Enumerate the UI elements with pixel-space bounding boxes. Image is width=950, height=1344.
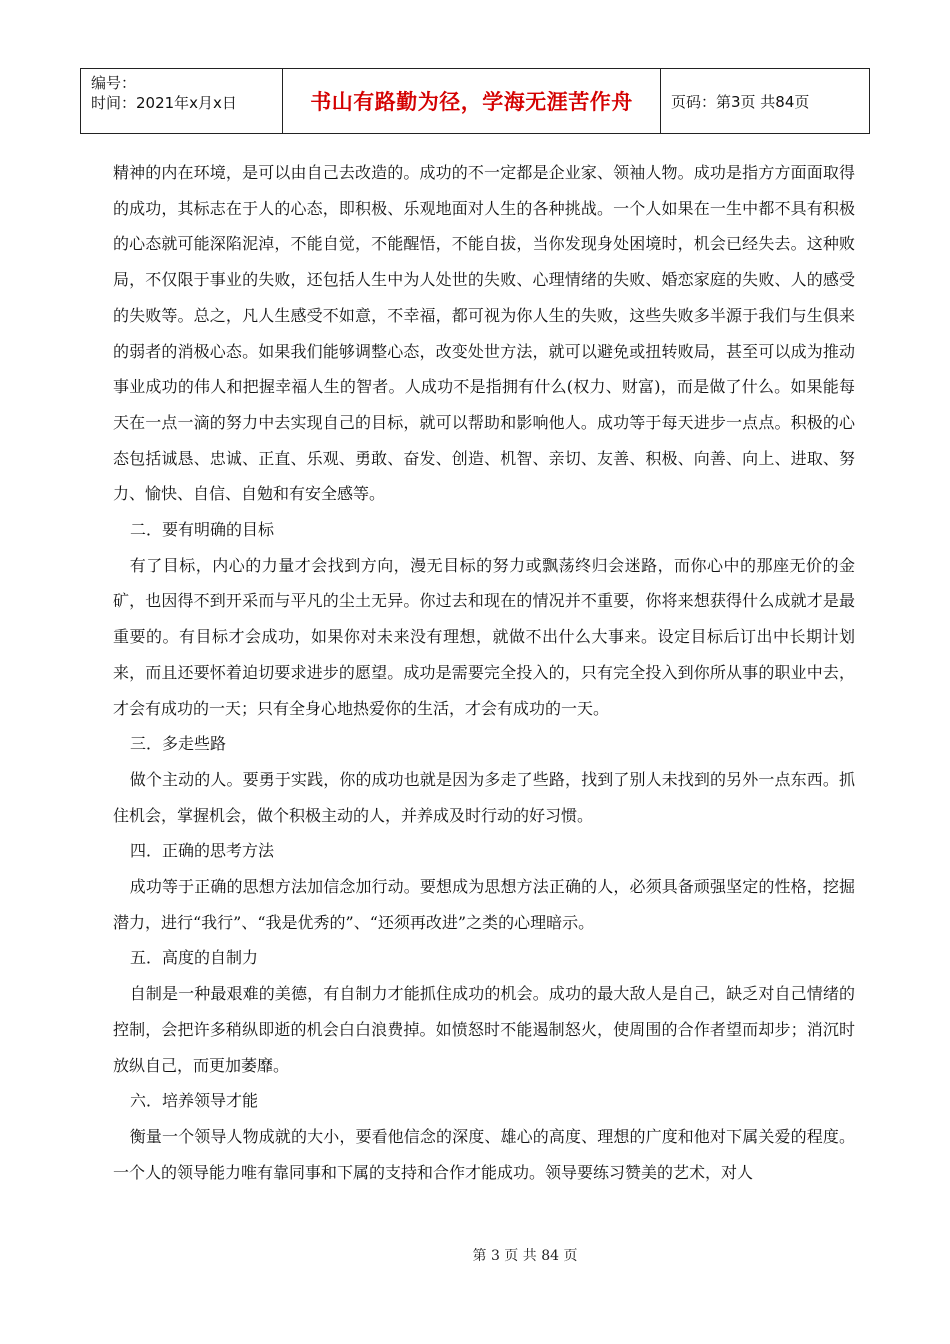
- paragraph-goals: 有了目标，内心的力量才会找到方向，漫无目标的努力或飘荡终归会迷路，而你心中的那座无价的金矿，也因得不到开采而与平凡的尘土无异。你过去和现在的情况并不重要，你将来想获得什么成就才是最重要的。有目标才会成功，如果你对未来没有理想，就做不出什么大事来。设定目标后订出中长期计划来，而且还要怀着迫切要求进步的愿望。成功是需要完全投入的，只有完全投入到你所从事的职业中去，才会有成功的一天；只有全身心地热爱你的生活，才会有成功的一天。: [113, 555, 855, 718]
- header-left-cell: [81, 69, 283, 133]
- section-heading-6: 六．培养领导才能: [130, 1091, 259, 1111]
- paragraph-thinking: 成功等于正确的思想方法加信念加行动。要想成为思想方法正确的人，必须具备顽强坚定的性格，挖掘潜力，进行“我行”、“我是优秀的”、“还须再改进”之类的心理暗示。: [113, 877, 855, 932]
- section-heading-2: 二．要有明确的目标: [130, 520, 275, 540]
- page-header: [80, 68, 870, 134]
- paragraph-walk-more: 做个主动的人。要勇于实践，你的成功也就是因为多走了些路，找到了别人未找到的另外一点东西。抓住机会，掌握机会，做个积极主动的人，并养成及时行动的好习惯。: [113, 769, 855, 825]
- paragraph-leadership: 衡量一个领导人物成就的大小，要看他信念的深度、雄心的高度、理想的广度和他对下属关爱的程度。一个人的领导能力唯有靠同事和下属的支持和合作才能成功。领导要练习赞美的艺术，对人: [113, 1126, 855, 1182]
- document-date: 时间：2021年x月x日: [91, 94, 237, 112]
- document-number-label: 编号：: [91, 74, 137, 92]
- section-heading-3: 三．多走些路: [130, 734, 227, 754]
- paragraph-continued: 精神的内在环境，是可以由自己去改造的。成功的不一定都是企业家、领袖人物。成功是指方方面面取得的成功，其标志在于人的心态，即积极、乐观地面对人生的各种挑战。一个人如果在一生中都不具有积极的心态就可能深陷泥淖，不能自觉，不能醒悟，不能自拔，当你发现身处困境时，机会已经失去。这种败局，不仅限于事业的失败，还包括人生中为人处世的失败、心理情绪的失败、婚恋家庭的失败、人的感受的失败等。总之，凡人生感受不如意，不幸福，都可视为你人生的失败，这些失败多半源于我们与生俱来的弱者的消极心态。如果我们能够调整心态，改变处世方法，就可以避免或扭转败局，甚至可以成为推动事业成功的伟人和把握幸福人生的智者。人成功不是指拥有什么(权力、财富)，而是做了什么。如果能每天在一点一滴的努力中去实现自己的目标，就可以帮助和影响他人。成功等于每天进步一点点。积极的心态包括诚恳、忠诚、正直、乐观、勇敢、奋发、创造、机智、亲切、友善、积极、向善、向上、进取、努力、愉快、自信、自勉和有安全感等。: [113, 163, 855, 504]
- header-page-info: 页码：第3页 共84页: [671, 92, 810, 111]
- section-heading-5: 五．高度的自制力: [130, 948, 259, 968]
- section-heading-4: 四．正确的思考方法: [130, 841, 275, 861]
- document-body: [113, 155, 855, 1190]
- paragraph-self-control: 自制是一种最艰难的美德，有自制力才能抓住成功的机会。成功的最大敌人是自己，缺乏对自己情绪的控制，会把许多稍纵即逝的机会白白浪费掉。如愤怒时不能遏制怒火，使周围的合作者望而却步；消沉时放纵自己，而更加萎靡。: [113, 984, 855, 1075]
- page-footer: 第 3 页 共 84 页: [472, 1248, 578, 1264]
- header-motto: 书山有路勤为径，学海无涯苦作舟: [283, 69, 661, 133]
